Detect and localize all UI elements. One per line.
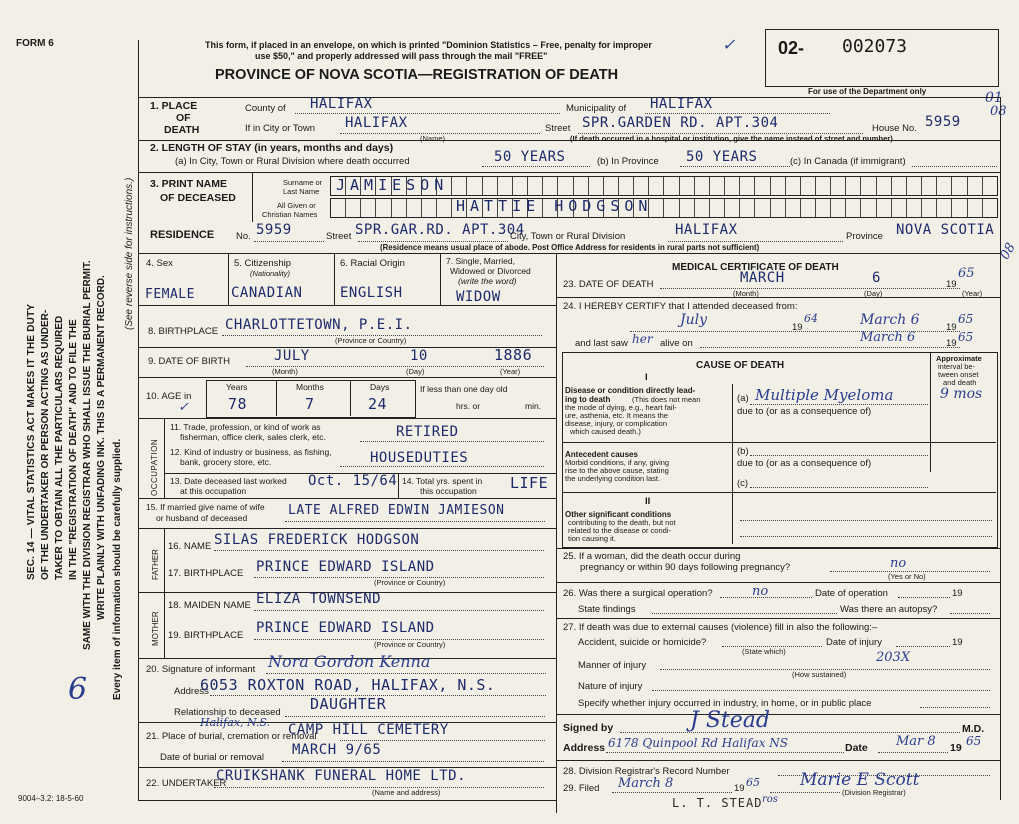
marital-label-3: (write the word) <box>458 276 517 286</box>
informant-address-label: Address <box>174 686 209 697</box>
filed-label: 29. Filed <box>563 783 600 794</box>
attended-to: March 6 <box>860 312 920 328</box>
op-year-prefix: 19 <box>952 588 963 599</box>
pregnancy-label-1: 25. If a woman, did the death occur during <box>563 551 741 562</box>
stamp-note: ros <box>762 794 778 805</box>
industry-value: HOUSEDUTIES <box>370 450 469 466</box>
age-check: ✓ <box>178 400 189 415</box>
age-months-value: 7 <box>305 395 315 413</box>
physician-stamp: L. T. STEAD <box>672 796 763 810</box>
stay-b-label: (b) In Province <box>597 156 659 167</box>
surname-label-1: Surname or <box>283 178 323 187</box>
totalyrs-label-2: this occupation <box>420 486 477 496</box>
filed-year-prefix: 19 <box>734 783 745 794</box>
birthplace-label: 8. BIRTHPLACE <box>148 326 219 337</box>
disease-label-1: Disease or condition directly lead- <box>565 386 696 395</box>
signed-by-label: Signed by <box>563 722 614 734</box>
year-prefix-3: 19 <box>946 338 957 349</box>
dob-year-note: (Year) <box>500 367 521 376</box>
city-label: If in City or Town <box>245 123 316 134</box>
cause-a-value: Multiple Myeloma <box>755 386 894 404</box>
occupation-side-label: OCCUPATION <box>150 438 159 496</box>
citizenship-value: CANADIAN <box>231 285 303 301</box>
check-mark: ✓ <box>722 35 736 54</box>
mother-maiden-label: 18. MAIDEN NAME <box>168 600 251 611</box>
trade-label-1: 11. Trade, profession, or kind of work as <box>170 422 321 432</box>
residence-no-label: No. <box>236 231 251 242</box>
year-prefix-2: 19 <box>946 322 957 333</box>
interval-label-4: and death <box>943 378 977 387</box>
birthplace-value: CHARLOTTETOWN, P.E.I. <box>225 317 413 333</box>
form-number: FORM 6 <box>16 38 54 49</box>
burial-place-label: 21. Place of burial, cremation or removal <box>146 731 317 742</box>
age-days-value: 24 <box>368 395 388 413</box>
father-side-label: FATHER <box>151 549 160 580</box>
residence-province-label: Province <box>846 231 883 242</box>
trade-label-2: fisherman, office clerk, sales clerk, etc. <box>180 432 326 442</box>
place-label-1: 1. PLACE <box>150 100 198 112</box>
age-years-label: Years <box>226 382 248 392</box>
accident-label: Accident, suicide or homicide? <box>578 637 707 648</box>
municipality-label: Municipality of <box>566 103 627 114</box>
sign-year: 65 <box>966 734 982 748</box>
stay-a-label: (a) In City, Town or Rural Division where death occurred <box>175 156 410 167</box>
age-months-label: Months <box>296 382 324 392</box>
last-saw-label: and last saw <box>575 338 628 349</box>
burial-date-label: Date of burial or removal <box>160 752 265 763</box>
surname-value: JAMIESON <box>336 176 449 194</box>
other-label-2: contributing to the death, but not <box>568 518 676 527</box>
cause-a-label: (a) <box>737 393 749 404</box>
dept-code-1: 01 <box>985 90 1003 106</box>
citizenship-label: 5. Citizenship <box>234 258 292 269</box>
attended-from: July <box>680 312 708 328</box>
racial-label: 6. Racial Origin <box>340 258 405 269</box>
dod-year: 65 <box>958 266 975 281</box>
envelope-note-2: use $50," and properly addressed will pass through the mail "FREE" <box>255 51 548 61</box>
antecedent-label-3: rise to the above cause, stating <box>565 466 669 475</box>
disease-note-4: disease, injury, or complication <box>565 419 667 428</box>
mother-birthplace-label: 19. BIRTHPLACE <box>168 630 244 641</box>
residence-city-value: HALIFAX <box>675 222 738 238</box>
disease-label-2: ing to death <box>565 395 611 404</box>
disease-note-3: ure, asthenia, etc. It means the <box>565 411 668 420</box>
less-day-label: If less than one day old <box>420 384 508 394</box>
house-value: 5959 <box>925 114 961 130</box>
margin-mark: 6 <box>68 672 88 707</box>
totalyrs-label-1: 14. Total yrs. spent in <box>402 476 483 486</box>
lastworked-label-1: 13. Date deceased last worked <box>170 476 287 486</box>
medical-title: MEDICAL CERTIFICATE OF DEATH <box>672 262 839 273</box>
birthplace-note: (Province or Country) <box>335 336 407 345</box>
rule-sec2 <box>138 172 1000 173</box>
interval-label-3: tween onset <box>938 370 979 379</box>
house-label: House No. <box>872 123 917 134</box>
citizenship-note: (Nationality) <box>250 269 291 278</box>
side-instruction-1: SEC. 14 — VITAL STATISTICS ACT MAKES IT THE DUTY <box>26 303 37 580</box>
dob-day-note: (Day) <box>406 367 425 376</box>
sign-date-label: Date <box>845 742 868 754</box>
dod-year-prefix: 19 <box>946 279 957 290</box>
father-birthplace-value: PRINCE EDWARD ISLAND <box>256 559 435 575</box>
physician-signature: J Stead <box>690 708 770 733</box>
right-border <box>1000 97 1001 800</box>
pregnancy-value: no <box>890 556 907 571</box>
marital-label-2: Widowed or Divorced <box>450 266 531 276</box>
surgery-label: 26. Was there a surgical operation? <box>563 588 713 599</box>
cause-title: CAUSE OF DEATH <box>696 360 785 371</box>
street-label: Street <box>545 123 571 134</box>
place-label-3: DEATH <box>164 124 200 136</box>
residence-street-label: Street <box>326 231 352 242</box>
pregnancy-label-2: pregnancy or within 90 days following pregnancy? <box>580 562 791 573</box>
physician-address-label: Address <box>563 742 606 754</box>
mother-maiden-value: ELIZA TOWNSEND <box>256 591 382 607</box>
sex-value: FEMALE <box>145 287 195 302</box>
burial-date-value: MARCH 9/65 <box>292 742 382 758</box>
given-name-boxes <box>330 198 998 218</box>
undertaker-note: (Name and address) <box>372 788 441 797</box>
street-value: SPR.GARDEN RD. APT.304 <box>582 115 779 131</box>
undertaker-value: CRUIKSHANK FUNERAL HOME LTD. <box>216 768 467 784</box>
city-name-note: (Name) <box>420 134 446 143</box>
age-days-label: Days <box>370 382 390 392</box>
last-saw-date: March 6 <box>860 330 916 345</box>
given-label-1: All Given or <box>277 201 316 210</box>
father-birthplace-label: 17. BIRTHPLACE <box>168 568 244 579</box>
place-label-2: OF <box>176 112 191 124</box>
attended-from-year: 64 <box>804 312 818 325</box>
industry-label-1: 12. Kind of industry or business, as fishing, <box>170 447 332 457</box>
hospital-note: (If death occurred in a hospital or institution, give the name instead of street and number) <box>570 134 893 143</box>
physician-address: 6178 Quinpool Rd Halifax NS <box>608 736 788 750</box>
mother-bp-note: (Province or Country) <box>374 640 446 649</box>
state-which-note: (State which) <box>742 647 786 656</box>
dob-label: 9. DATE OF BIRTH <box>148 356 230 367</box>
envelope-note-1: This form, if placed in an envelope, on which is printed "Dominion Statistics – Free, penalty for improper <box>205 40 652 50</box>
min-label: min. <box>525 401 542 411</box>
attended-to-year: 65 <box>958 312 974 326</box>
certify-label: 24. I HEREBY CERTIFY that I attended deceased from: <box>563 301 798 312</box>
stay-b-value: 50 YEARS <box>686 149 758 165</box>
division-registrar-note: (Division Registrar) <box>842 788 906 797</box>
spouse-value: LATE ALFRED EDWIN JAMIESON <box>288 503 505 518</box>
dod-day-note: (Day) <box>864 289 883 298</box>
rule-residence <box>138 253 1000 254</box>
county-label: County of <box>245 103 286 114</box>
surgery-value: no <box>752 584 769 599</box>
yes-no-note: (Yes or No) <box>888 572 926 581</box>
dob-month-note: (Month) <box>272 367 298 376</box>
roman-one: I <box>645 372 648 383</box>
other-label-4: tion causing it. <box>568 534 616 543</box>
interval-label-2: interval be- <box>938 362 976 371</box>
last-saw-who: her <box>632 332 653 346</box>
residence-no-value: 5959 <box>256 222 292 238</box>
form-title: PROVINCE OF NOVA SCOTIA—REGISTRATION OF DEATH <box>215 67 619 83</box>
antecedent-label-1: Antecedent causes <box>565 450 638 459</box>
residence-city-label: City, Town or Rural Division <box>510 231 626 242</box>
sign-year-prefix: 19 <box>950 742 962 754</box>
rule-top <box>138 97 1000 98</box>
side-instruction-2: OF THE UNDERTAKER OR PERSON ACTING AS UNDER- <box>40 309 51 580</box>
dob-day: 10 <box>410 348 428 364</box>
dept-code-2: 08 <box>990 104 1007 119</box>
alive-on-label: alive on <box>660 338 693 349</box>
mother-side-label: MOTHER <box>151 611 160 646</box>
father-bp-note: (Province or Country) <box>374 578 446 587</box>
dept-code-3: 08 <box>997 240 1019 263</box>
registrar-record-label: 28. Division Registrar's Record Number <box>563 766 730 777</box>
side-instruction-6: WRITE PLAINLY WITH UNFADING INK. THIS IS A PERMANENT RECORD. <box>96 275 107 620</box>
mother-birthplace-value: PRINCE EDWARD ISLAND <box>256 620 435 636</box>
father-name-value: SILAS FREDERICK HODGSON <box>214 532 420 548</box>
dod-month: MARCH <box>740 270 785 286</box>
manner-code: 203X <box>876 650 911 665</box>
year-prefix-1: 19 <box>792 322 803 333</box>
manner-label: Manner of injury <box>578 660 647 671</box>
stay-c-label: (c) In Canada (if immigrant) <box>790 156 906 167</box>
injury-date-label: Date of injury <box>826 637 882 648</box>
residence-province-value: NOVA SCOTIA <box>896 222 995 238</box>
municipality-value: HALIFAX <box>650 96 713 112</box>
registrar-signature: Marie E Scott <box>800 770 920 790</box>
op-date-label: Date of operation <box>815 588 888 599</box>
stay-label: 2. LENGTH OF STAY (in years, months and days) <box>150 142 394 154</box>
marital-label-1: 7. Single, Married, <box>446 256 515 266</box>
dept-use-label: For use of the Department only <box>808 87 927 96</box>
side-instruction-8: (See reverse side for instructions.) <box>124 177 135 330</box>
trade-value: RETIRED <box>396 424 459 440</box>
burial-place-value: CAMP HILL CEMETERY <box>288 722 449 738</box>
lastworked-label-2: at this occupation <box>180 486 247 496</box>
disease-note-2: the mode of dying, e.g., heart fail- <box>565 403 677 412</box>
spouse-label-1: 15. If married give name of wife <box>146 502 265 512</box>
interval-a-value: 9 mos <box>940 386 983 402</box>
father-name-label: 16. NAME <box>168 541 212 552</box>
side-instruction-3: TAKER TO OBTAIN ALL THE PARTICULARS REQUIRED <box>54 315 65 580</box>
footer-code: 9004–3.2: 18-5-60 <box>18 794 84 803</box>
name-label-2: OF DECEASED <box>160 192 236 204</box>
disease-note-5: which caused death.) <box>570 427 641 436</box>
name-label-1: 3. PRINT NAME <box>150 178 228 190</box>
dod-year-note: (Year) <box>962 289 983 298</box>
interval-label-1: Approximate <box>936 354 982 363</box>
findings-label: State findings <box>578 604 636 615</box>
side-instruction-4: IN THE "REGISTRATION OF DEATH" AND TO FILE THE <box>68 319 79 580</box>
injury-year-prefix: 19 <box>952 637 963 648</box>
autopsy-label: Was there an autopsy? <box>840 604 938 615</box>
reg-prefix: 02- <box>778 38 805 58</box>
county-value: HALIFAX <box>310 96 373 112</box>
given-name-value: HATTIE HODGSON <box>456 197 653 215</box>
stay-a-value: 50 YEARS <box>494 149 566 165</box>
due-to-b: due to (or as a consequence of) <box>737 458 872 469</box>
filed-year: 65 <box>746 776 760 789</box>
antecedent-label-4: the underlying condition last. <box>565 474 661 483</box>
last-saw-year: 65 <box>958 330 974 344</box>
undertaker-label: 22. UNDERTAKER <box>146 778 227 789</box>
relationship-value: DAUGHTER <box>310 695 387 713</box>
residence-label: RESIDENCE <box>150 229 215 241</box>
dob-year: 1886 <box>494 346 533 364</box>
given-label-2: Christian Names <box>262 210 318 219</box>
cause-b-label: (b) <box>737 446 749 457</box>
age-years-value: 78 <box>228 395 248 413</box>
age-label: 10. AGE in <box>146 391 192 402</box>
informant-signature: Nora Gordon Kenna <box>268 652 431 671</box>
dod-label: 23. DATE OF DEATH <box>563 279 654 290</box>
city-value: HALIFAX <box>345 115 408 131</box>
marital-value: WIDOW <box>456 289 501 305</box>
other-label-1: Other significant conditions <box>565 510 672 519</box>
roman-two: II <box>645 496 651 507</box>
disease-note-1: (This does not mean <box>632 395 701 404</box>
totalyrs-value: LIFE <box>510 474 549 492</box>
other-label-3: related to the disease or condi- <box>568 526 671 535</box>
residence-street-value: SPR.GAR.RD. APT.304 <box>355 222 525 238</box>
dob-month: JULY <box>274 348 310 364</box>
reg-number: 002073 <box>842 36 908 57</box>
residence-note: (Residence means usual place of abode. Post Office Address for residents in rural parts not sufficient) <box>380 243 760 252</box>
informant-address-value: 6053 ROXTON ROAD, HALIFAX, N.S. <box>200 676 496 694</box>
specify-label: Specify whether injury occurred in industry, in home, or in public place <box>578 698 872 709</box>
dod-day: 6 <box>872 270 881 286</box>
nature-label: Nature of injury <box>578 681 643 692</box>
center-divider <box>556 253 557 813</box>
hrs-label: hrs. or <box>456 401 481 411</box>
how-sustained-note: (How sustained) <box>792 670 847 679</box>
sex-label: 4. Sex <box>146 258 173 269</box>
informant-sig-label: 20. Signature of informant <box>146 664 256 675</box>
sign-date: Mar 8 <box>896 734 936 749</box>
surname-label-2: Last Name <box>283 187 320 196</box>
racial-value: ENGLISH <box>340 285 403 301</box>
side-instruction-7: Every item of information should be carefully supplied. <box>112 438 123 700</box>
filed-date: March 8 <box>618 776 674 791</box>
cause-c-label: (c) <box>737 478 749 489</box>
industry-label-2: bank, grocery store, etc. <box>180 457 272 467</box>
side-instruction-5: SAME WITH THE DIVISION REGISTRAR WHO SHALL ISSUE THE BURIAL PERMIT. <box>82 260 93 650</box>
lastworked-value: Oct. 15/64 <box>308 473 398 489</box>
dod-month-note: (Month) <box>733 289 759 298</box>
burial-place-prefix: Halifax, N.S. <box>200 716 271 729</box>
spouse-label-2: or husband of deceased <box>156 513 248 523</box>
left-margin-rule <box>138 40 139 800</box>
violence-label: 27. If death was due to external causes (violence) fill in also the following:– <box>563 622 878 633</box>
due-to-a: due to (or as a consequence of) <box>737 406 872 417</box>
antecedent-label-2: Morbid conditions, if any, giving <box>565 458 670 467</box>
md-label: M.D. <box>962 723 985 735</box>
relationship-label: Relationship to deceased <box>174 707 281 718</box>
